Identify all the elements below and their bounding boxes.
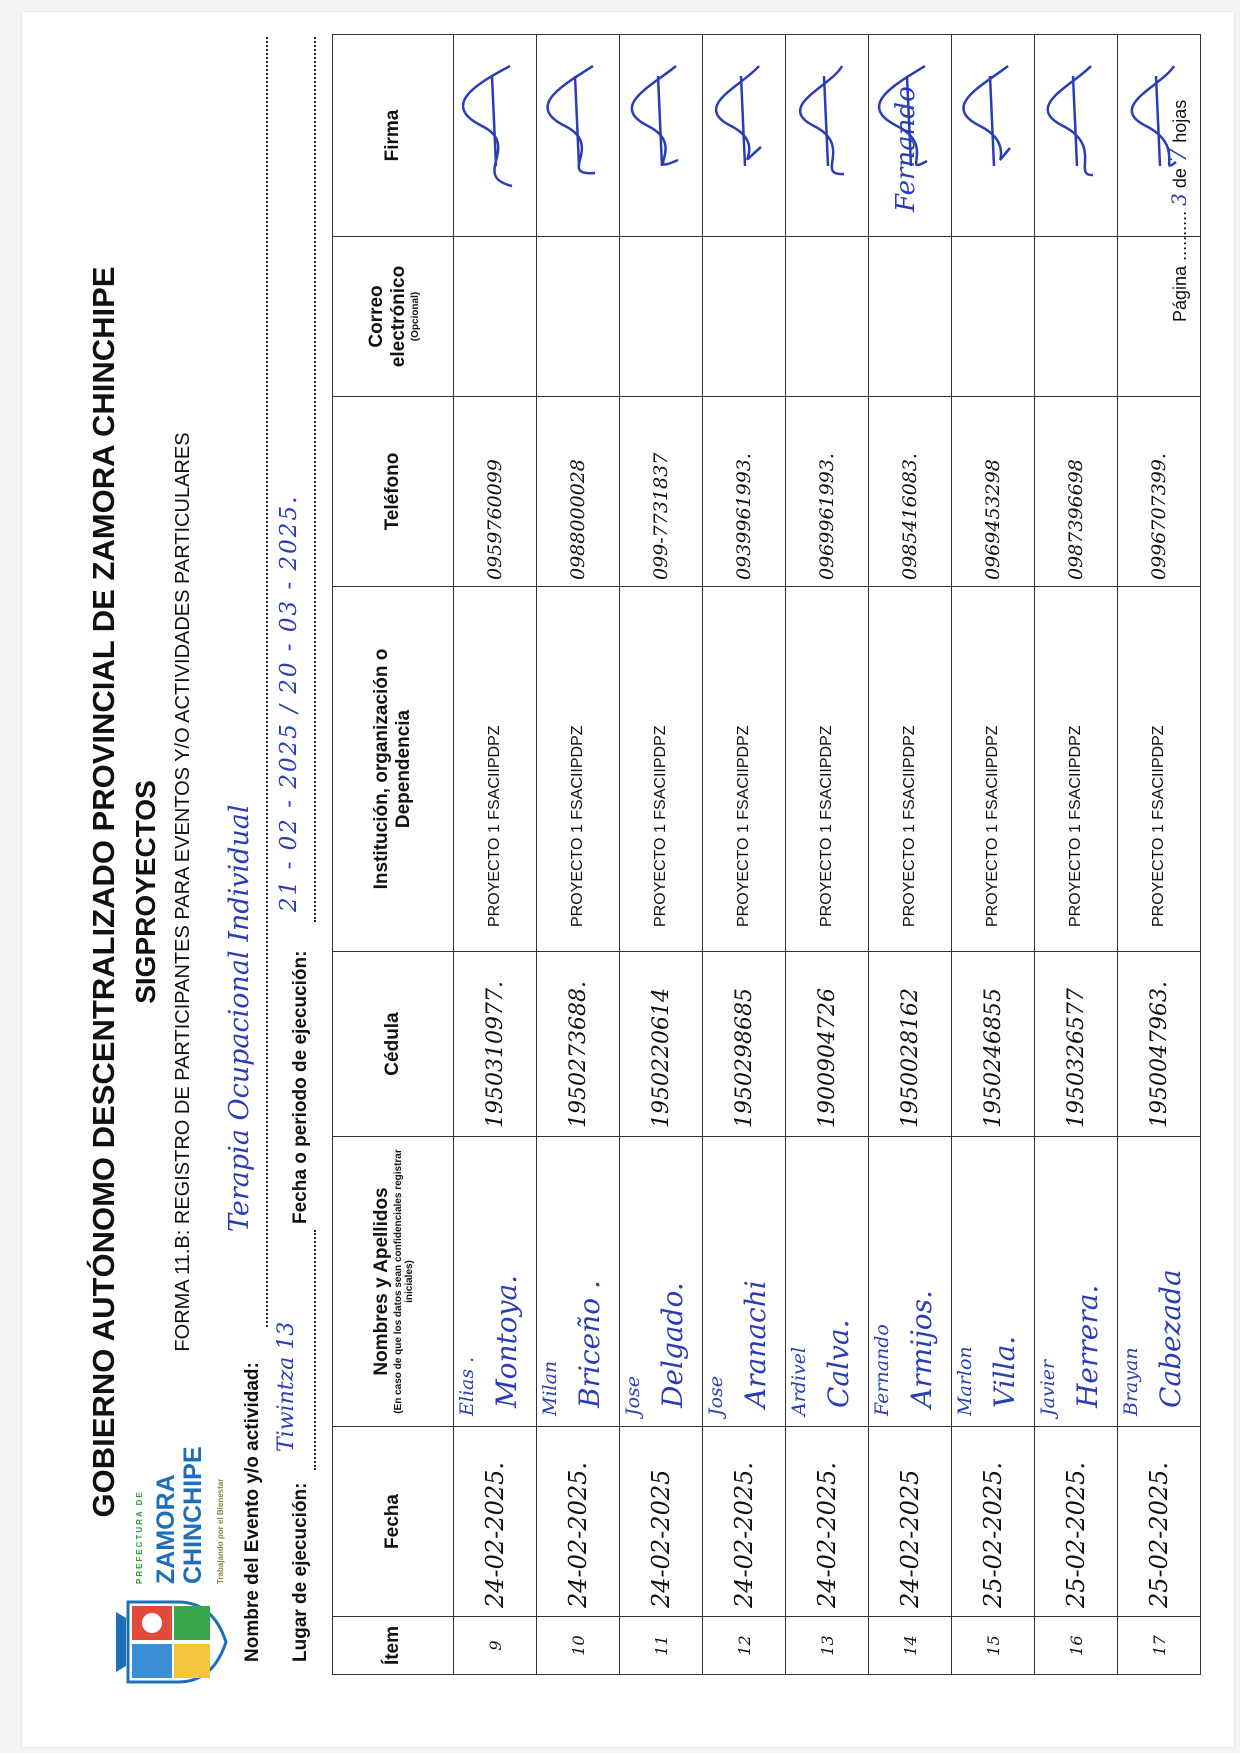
table-row [1035,35,1118,1675]
col-correo-label: Correo electrónico [365,265,409,368]
col-firma: Firma [333,35,454,237]
cell-firma [454,35,537,237]
cell-correo [454,237,537,397]
cell-cedula: 1950310977. [454,952,537,1137]
cell-cedula: 1950326577 [1035,952,1118,1137]
table-row [869,35,952,1675]
cell-institucion: PROYECTO 1 FSACIIPDPZ [786,587,869,952]
cell-item: 15 [952,1617,1035,1675]
cell-nombres [620,1137,703,1427]
cell-institucion: PROYECTO 1 FSACIIPDPZ [620,587,703,952]
cell-nombres [952,1137,1035,1427]
cell-nombre-first: Milan [539,1360,561,1416]
table-row [952,35,1035,1675]
col-correo-note: (Opcional) [409,291,421,342]
event-name-value: Terapia Ocupacional Individual [224,804,255,1232]
cell-telefono: 0969453298 [952,397,1035,587]
cell-institucion: PROYECTO 1 FSACIIPDPZ [869,587,952,952]
cell-firma [537,35,620,237]
cell-fecha: 24-02-2025 [869,1427,952,1617]
page-counter-prefix: Página [1170,265,1190,322]
page-counter-suffix: hojas [1170,99,1190,143]
cell-nombre-last: Calva. [822,1319,855,1408]
cell-cedula: 1950246855 [952,952,1035,1137]
cell-institucion: PROYECTO 1 FSACIIPDPZ [703,587,786,952]
coat-of-arms-icon [108,1592,228,1692]
cell-institucion: PROYECTO 1 FSACIIPDPZ [537,587,620,952]
cell-institucion: PROYECTO 1 FSACIIPDPZ [454,587,537,952]
signature-scribble [628,36,696,216]
table-row [454,35,537,1675]
logo-word-chinchipe: CHINCHIPE [179,1446,207,1584]
period-dotted-line [314,37,316,922]
document-subtitle: SIGPROYECTOS [130,780,161,1004]
logo-pre: PREFECTURA DE [135,1490,144,1584]
cell-fecha: 24-02-2025. [703,1427,786,1617]
table-row [537,35,620,1675]
signature-scribble [462,36,530,216]
cell-nombre-last: Aranachi [739,1280,772,1408]
cell-nombre-last: Briceño . [573,1280,606,1408]
page-counter-current: 3 [1167,193,1191,206]
cell-nombre-first: Marlon [954,1346,976,1416]
place-value: Tiwintza 13 [274,1321,299,1452]
col-fecha: Fecha [333,1427,454,1617]
col-correo [333,237,454,397]
page-counter-dots-1: .......... [1170,210,1190,261]
cell-firma [703,35,786,237]
cell-institucion: PROYECTO 1 FSACIIPDPZ [1035,587,1118,952]
cell-nombres [869,1137,952,1427]
cell-item: 16 [1035,1617,1118,1675]
cell-nombres [1035,1137,1118,1427]
cell-nombre-last: Montoya. [490,1274,523,1408]
col-institucion: Institución, organización o Dependencia [333,587,454,952]
col-cedula: Cédula [333,952,454,1137]
cell-nombre-last: Villa. [988,1335,1021,1408]
cell-nombre-first: Jose [622,1375,644,1416]
cell-fecha: 24-02-2025 [620,1427,703,1617]
col-nombres [333,1137,454,1427]
period-label: Fecha o periodo de ejecución: [290,950,311,1224]
cell-nombre-last: Armijos. [905,1290,938,1408]
cell-nombres [454,1137,537,1427]
col-nombres-label: Nombres y Apellidos [371,1187,392,1376]
cell-correo [952,237,1035,397]
signature-scribble [1043,36,1111,216]
cell-fecha: 25-02-2025. [1035,1427,1118,1617]
signature-scribble [711,36,779,216]
cell-firma [786,35,869,237]
period-value: 21 - 02 - 2025 / 20 - 03 - 2025. [276,494,302,912]
cell-item: 10 [537,1617,620,1675]
cell-correo [786,237,869,397]
cell-firma [952,35,1035,237]
cell-telefono: 0969961993. [786,397,869,587]
table-header-row [333,35,454,1675]
document-title: GOBIERNO AUTÓNOMO DESCENTRALIZADO PROVINCIAL DE ZAMORA CHINCHIPE [86,266,121,1518]
signature-text: Fernando [891,86,921,212]
cell-firma [1035,35,1118,237]
cell-cedula: 1900904726 [786,952,869,1137]
cell-nombre-last: Cabezada [1154,1269,1187,1408]
cell-nombre-first: Fernando [871,1324,893,1416]
place-label: Lugar de ejecución: [290,1482,311,1662]
cell-telefono: 099-7731837 [620,397,703,587]
cell-fecha: 25-02-2025. [952,1427,1035,1617]
cell-cedula: 1950220614 [620,952,703,1137]
cell-telefono: 0985416083. [869,397,952,587]
page-counter-total: 7 [1164,147,1192,164]
cell-nombre-last: Delgado. [656,1282,689,1408]
event-name-dotted-line [266,37,268,1327]
cell-telefono: 0988000028 [537,397,620,587]
table-row [620,35,703,1675]
cell-institucion: PROYECTO 1 FSACIIPDPZ [952,587,1035,952]
document-sheet [22,12,1234,1747]
cell-item: 17 [1118,1617,1201,1675]
cell-firma [869,35,952,237]
signature-scribble [545,36,613,216]
prefectura-logo [108,1446,228,1692]
place-dotted-line [314,1230,316,1470]
cell-correo [703,237,786,397]
cell-fecha: 24-02-2025. [786,1427,869,1617]
cell-cedula: 1950273688. [537,952,620,1137]
cell-nombre-first: Jose [705,1375,727,1416]
table-row [786,35,869,1675]
col-telefono: Teléfono [333,397,454,587]
cell-nombre-first: Brayan [1120,1347,1142,1416]
col-item: Ítem [333,1617,454,1675]
cell-item: 13 [786,1617,869,1675]
cell-nombre-first: Javier [1037,1359,1059,1416]
signature-scribble [960,36,1028,216]
cell-nombre-first: Elias . [456,1356,478,1416]
page-counter [1164,100,1192,322]
cell-nombre-first: Ardivel [788,1346,810,1416]
cell-item: 14 [869,1617,952,1675]
cell-nombre-last: Herrera. [1071,1284,1104,1408]
cell-item: 9 [454,1617,537,1675]
table-row [703,35,786,1675]
cell-institucion: PROYECTO 1 FSACIIPDPZ [1118,587,1201,952]
cell-correo [620,237,703,397]
col-nombres-note: (En caso de que los datos sean confidenciales registrar iniciales) [393,1149,415,1414]
cell-nombres [703,1137,786,1427]
cell-telefono: 0996707399. [1118,397,1201,587]
cell-cedula: 1950028162 [869,952,952,1137]
cell-cedula: 1950047963. [1118,952,1201,1137]
rotated-form [22,12,1237,1752]
cell-fecha: 24-02-2025. [454,1427,537,1617]
cell-correo [1035,237,1118,397]
cell-telefono: 0987396698 [1035,397,1118,587]
cell-nombres [1118,1137,1201,1427]
cell-nombres [537,1137,620,1427]
event-name-label: Nombre del Evento y/o actividad: [242,1362,263,1662]
cell-item: 12 [703,1617,786,1675]
cell-firma [620,35,703,237]
form-title: FORMA 11.B: REGISTRO DE PARTICIPANTES PARA EVENTOS Y/O ACTIVIDADES PARTICULARES [172,432,194,1352]
page-counter-mid: de [1170,168,1190,189]
signature-scribble [794,36,862,216]
cell-fecha: 24-02-2025. [537,1427,620,1617]
cell-nombres [786,1137,869,1427]
cell-correo [537,237,620,397]
participants-table [332,34,1201,1675]
logo-tagline: Trabajando por el Bienestar [216,1478,225,1584]
cell-cedula: 1950298685 [703,952,786,1137]
cell-correo [869,237,952,397]
cell-item: 11 [620,1617,703,1675]
logo-word-zamora: ZAMORA [152,1474,180,1584]
cell-telefono: 0939961993. [703,397,786,587]
cell-fecha: 25-02-2025. [1118,1427,1201,1617]
cell-telefono: 0959760099 [454,397,537,587]
